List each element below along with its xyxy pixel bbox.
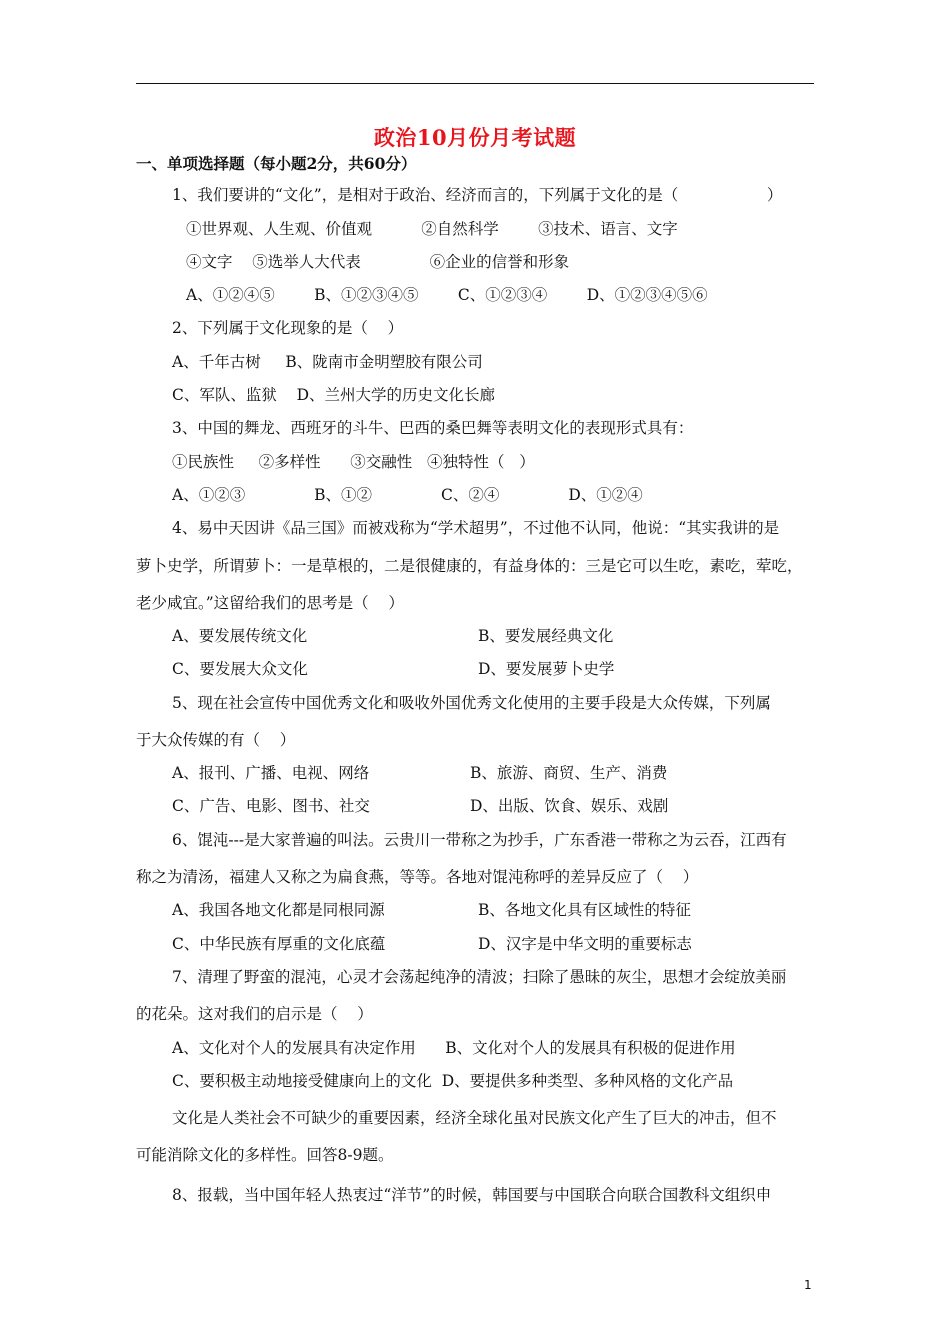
question-5-option-a: A、报刊、广播、电视、网络 — [172, 764, 370, 782]
question-3-stem: 3、中国的舞龙、西班牙的斗牛、巴西的桑巴舞等表明文化的表现形式具有： — [172, 419, 694, 437]
question-1-items-row-1: ①世界观、人生观、价值观 ②自然科学 ③技术、语言、文字 — [186, 220, 678, 238]
question-4-option-d: D、要发展萝卜史学 — [478, 660, 615, 678]
question-4-stem-line-2: 萝卜史学，所谓萝卜：一是草根的，二是很健康的，有益身体的：三是它可以生吃，素吃，荤吃， — [136, 557, 803, 575]
question-1-options: A、①②④⑤ B、①②③④⑤ C、①②③④ D、①②③④⑤⑥ — [186, 286, 708, 304]
section-heading: 一、单项选择题（每小题2分，共60分） — [136, 154, 417, 173]
question-2-options-row-2: C、军队、监狱 D、兰州大学的历史文化长廊 — [172, 386, 495, 404]
question-5-stem-line-1: 5、现在社会宣传中国优秀文化和吸收外国优秀文化使用的主要手段是大众传媒，下列属 — [172, 694, 771, 712]
question-7-stem-line-1: 7、清理了野蛮的混沌，心灵才会荡起纯净的清波；扫除了愚昧的灰尘，思想才会绽放美丽 — [172, 968, 787, 986]
question-6-option-c: C、中华民族有厚重的文化底蕴 — [172, 935, 386, 953]
question-8-stem-line-1: 8、报载，当中国年轻人热衷过“洋节”的时候，韩国要与中国联合向联合国教科文组织申 — [172, 1186, 772, 1204]
question-5-option-b: B、旅游、商贸、生产、消费 — [470, 764, 668, 782]
question-1-items-row-2: ④文字 ⑤选举人大代表 ⑥企业的信誉和形象 — [186, 253, 570, 271]
question-7-options-row-1: A、文化对个人的发展具有决定作用 B、文化对个人的发展具有积极的促进作用 — [172, 1039, 736, 1057]
question-3-items: ①民族性 ②多样性 ③交融性 ④独特性（ ） — [172, 453, 535, 471]
question-4-option-b: B、要发展经典文化 — [478, 627, 614, 645]
header-rule — [136, 83, 814, 84]
question-6-option-b: B、各地文化具有区域性的特征 — [478, 901, 691, 919]
question-6-option-a: A、我国各地文化都是同根同源 — [172, 901, 385, 919]
passage-line-1: 文化是人类社会不可缺少的重要因素，经济全球化虽对民族文化产生了巨大的冲击，但不 — [172, 1109, 777, 1127]
question-4-option-c: C、要发展大众文化 — [172, 660, 308, 678]
question-2-stem: 2、下列属于文化现象的是（ ） — [172, 319, 404, 337]
question-4-stem-line-3: 老少咸宜。”这留给我们的思考是（ ） — [136, 594, 404, 612]
question-7-options-row-2: C、要积极主动地接受健康向上的文化 D、要提供多种类型、多种风格的文化产品 — [172, 1072, 734, 1090]
question-4-option-a: A、要发展传统文化 — [172, 627, 308, 645]
question-6-stem-line-1: 6、馄沌---是大家普遍的叫法。云贵川一带称之为抄手，广东香港一带称之为云吞，江西有 — [172, 831, 787, 849]
question-3-options: A、①②③ B、①② C、②④ D、①②④ — [172, 486, 643, 504]
question-6-stem-line-2: 称之为清汤，福建人又称之为扁食燕，等等。各地对馄沌称呼的差异反应了（ ） — [136, 868, 699, 886]
question-5-stem-line-2: 于大众传媒的有（ ） — [136, 731, 296, 749]
question-7-stem-line-2: 的花朵。这对我们的启示是（ ） — [136, 1005, 373, 1023]
passage-line-2: 可能消除文化的多样性。回答8-9题。 — [136, 1146, 394, 1164]
question-2-options-row-1: A、千年古树 B、陇南市金明塑胶有限公司 — [172, 353, 483, 371]
question-4-stem-line-1: 4、易中天因讲《品三国》而被戏称为“学术超男”，不过他不认同，他说：“其实我讲的是 — [172, 519, 780, 537]
question-5-option-d: D、出版、饮食、娱乐、戏剧 — [470, 797, 669, 815]
question-5-option-c: C、广告、电影、图书、社交 — [172, 797, 370, 815]
page-title: 政治10月份月考试题 — [373, 125, 577, 150]
question-6-option-d: D、汉字是中华文明的重要标志 — [478, 935, 692, 953]
question-1-stem: 1、我们要讲的“文化”，是相对于政治、经济而言的，下列属于文化的是（ ） — [172, 186, 783, 204]
page-number: 1 — [804, 1278, 812, 1292]
